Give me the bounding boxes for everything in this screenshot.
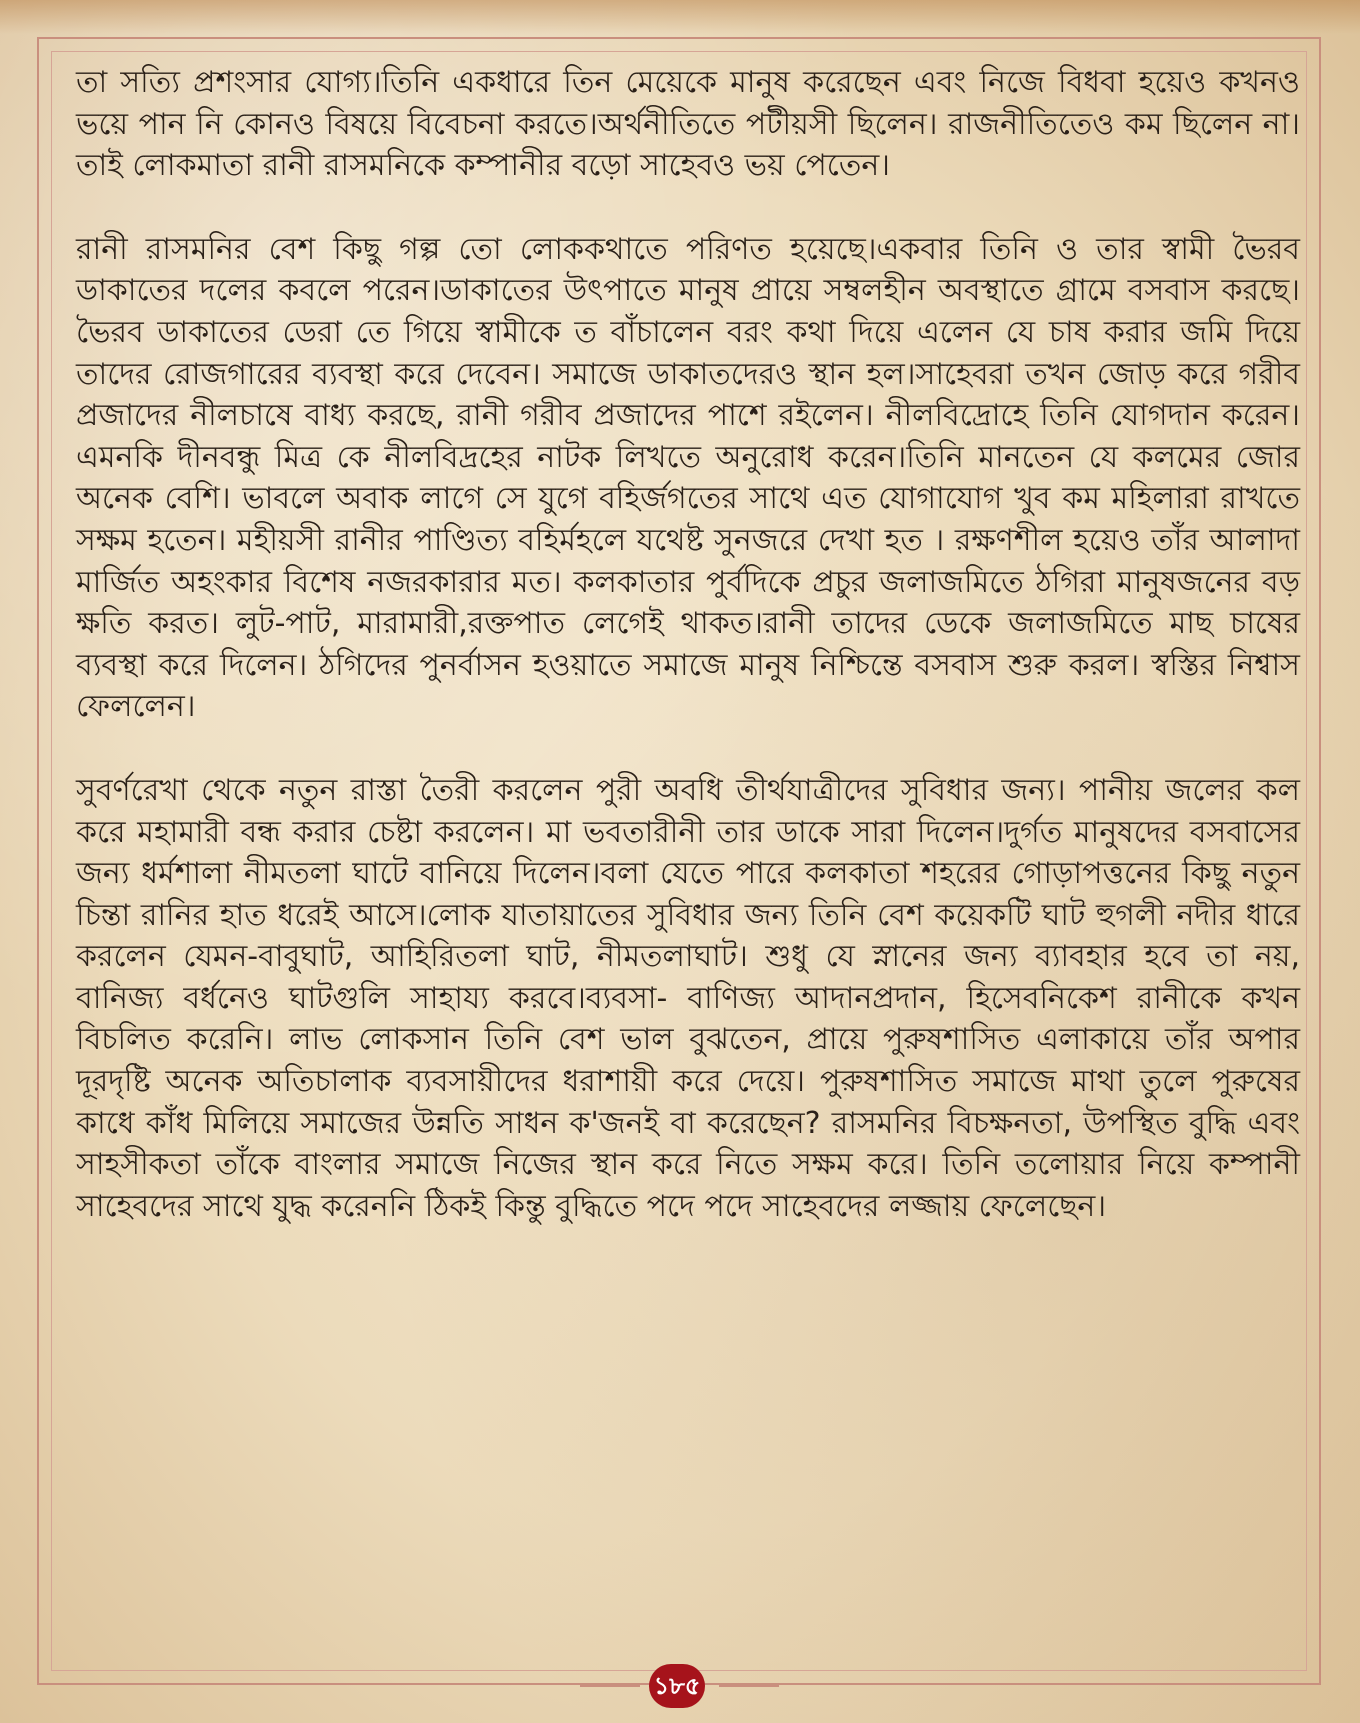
page-body [76,62,1300,1269]
ornament-right [719,1685,779,1687]
paragraph: রানী রাসমনির বেশ কিছু গল্প তো লোককথাতে পরিণত হয়েছে।একবার তিনি ও তার স্বামী ভৈরব ডাকাতের দলের কবলে পরেন।ডাকাতের উৎপাতে মানুষ প্রায়ে সম্বলহীন অবস্থাতে গ্রামে বসবাস করছে।ভৈরব ডাকাতের ডেরা তে গিয়ে স্বামীকে ত বাঁচালেন বরং কথা দিয়ে এলেন যে চাষ করার জমি দিয়ে তাদের রোজগারের ব্যবস্থা করে দেবেন। সমাজে ডাকাতদেরও স্থান হল।সাহেবরা তখন জোড় করে গরীব প্রজাদের নীলচাষে বাধ্য করছে, রানী গরীব প্রজাদের পাশে রইলেন। নীলবিদ্রোহে তিনি যোগদান করেন।এমনকি দীনবন্ধু মিত্র কে নীলবিদ্রহের নাটক লিখতে অনুরোধ করেন।তিনি মানতেন যে কলমের জোর অনেক বেশি। ভাবলে অবাক লাগে সে যুগে বহির্জগতের সাথে এত যোগাযোগ খুব কম মহিলারা রাখতে সক্ষম হতেন। মহীয়সী রানীর পাণ্ডিত্য বহির্মহলে যথেষ্ট সুনজরে দেখা হত । রক্ষণশীল হয়েও তাঁর আলাদা মার্জিত অহংকার বিশেষ নজরকারার মত। কলকাতার পুর্বদিকে প্রচুর জলাজমিতে ঠগিরা মানুষজনের বড় ক্ষতি করত। লুট-পাট, মারামারী,রক্তপাত লেগেই থাকত।রানী তাদের ডেকে জলাজমিতে মাছ চাষের ব্যবস্থা করে দিলেন। ঠগিদের পুনর্বাসন হওয়াতে সমাজে মানুষ নিশ্চিন্তে বসবাস শুরু করল। স্বস্তির নিশ্বাস ফেললেন। [76,231,1300,725]
page-number-badge: ১৮৫ [649,1664,705,1708]
paragraph: তা সত্যি প্রশংসার যোগ্য।তিনি একধারে তিন মেয়েকে মানুষ করেছেন এবং নিজে বিধবা হয়েও কখনও ভয়ে পান নি কোনও বিষয়ে বিবেচনা করতে।অর্থনীতিতে পটীয়সী ছিলেন। রাজনীতিতেও কম ছিলেন না। তাই লোকমাতা রানী রাসমনিকে কম্পানীর বড়ো সাহেবও ভয় পেতেন। [76,65,1300,184]
top-stain [0,0,1360,34]
paragraph: সুবর্ণরেখা থেকে নতুন রাস্তা তৈরী করলেন পুরী অবধি তীর্থযাত্রীদের সুবিধার জন্য। পানীয় জলের কল করে মহামারী বন্ধ করার চেষ্টা করলেন। মা ভবতারীনী তার ডাকে সারা দিলেন।দুর্গত মানুষদের বসবাসের জন্য ধর্মশালা নীমতলা ঘাটে বানিয়ে দিলেন।বলা যেতে পারে কলকাতা শহরের গোড়াপত্তনের কিছু নতুন চিন্তা রানির হাত ধরেই আসে।লোক যাতায়াতের সুবিধার জন্য তিনি বেশ কয়েকটি ঘাট হুগলী নদীর ধারে করলেন যেমন-বাবুঘাট, আহিরিতলা ঘাট, নীমতলাঘাট। শুধু যে স্নানের জন্য ব্যাবহার হবে তা নয়, বানিজ্য বর্ধনেও ঘাটগুলি সাহায্য করবে।ব্যবসা- বাণিজ্য আদানপ্রদান, হিসেবনিকেশ রানীকে কখন বিচলিত করেনি। লাভ লোকসান তিনি বেশ ভাল বুঝতেন, প্রায়ে পুরুষশাসিত এলাকায়ে তাঁর অপার দূরদৃষ্টি অনেক অতিচালাক ব্যবসায়ীদের ধরাশায়ী করে দেয়ে। পুরুষশাসিত সমাজে মাথা তুলে পুরুষের কাধে কাঁধ মিলিয়ে সমাজের উন্নতি সাধন ক'জনই বা করেছেন? রাসমনির বিচক্ষনতা, উপস্থিত বুদ্ধি এবং সাহসীকতা তাঁকে বাংলার সমাজে নিজের স্থান করে নিতে সক্ষম করে। তিনি তলোয়ার নিয়ে কম্পানী সাহেবদের সাথে যুদ্ধ করেননি ঠিকই কিন্তু বুদ্ধিতে পদে পদে সাহেবদের লজ্জায় ফেলেছেন। [76,772,1300,1224]
ornament-left [580,1685,640,1687]
